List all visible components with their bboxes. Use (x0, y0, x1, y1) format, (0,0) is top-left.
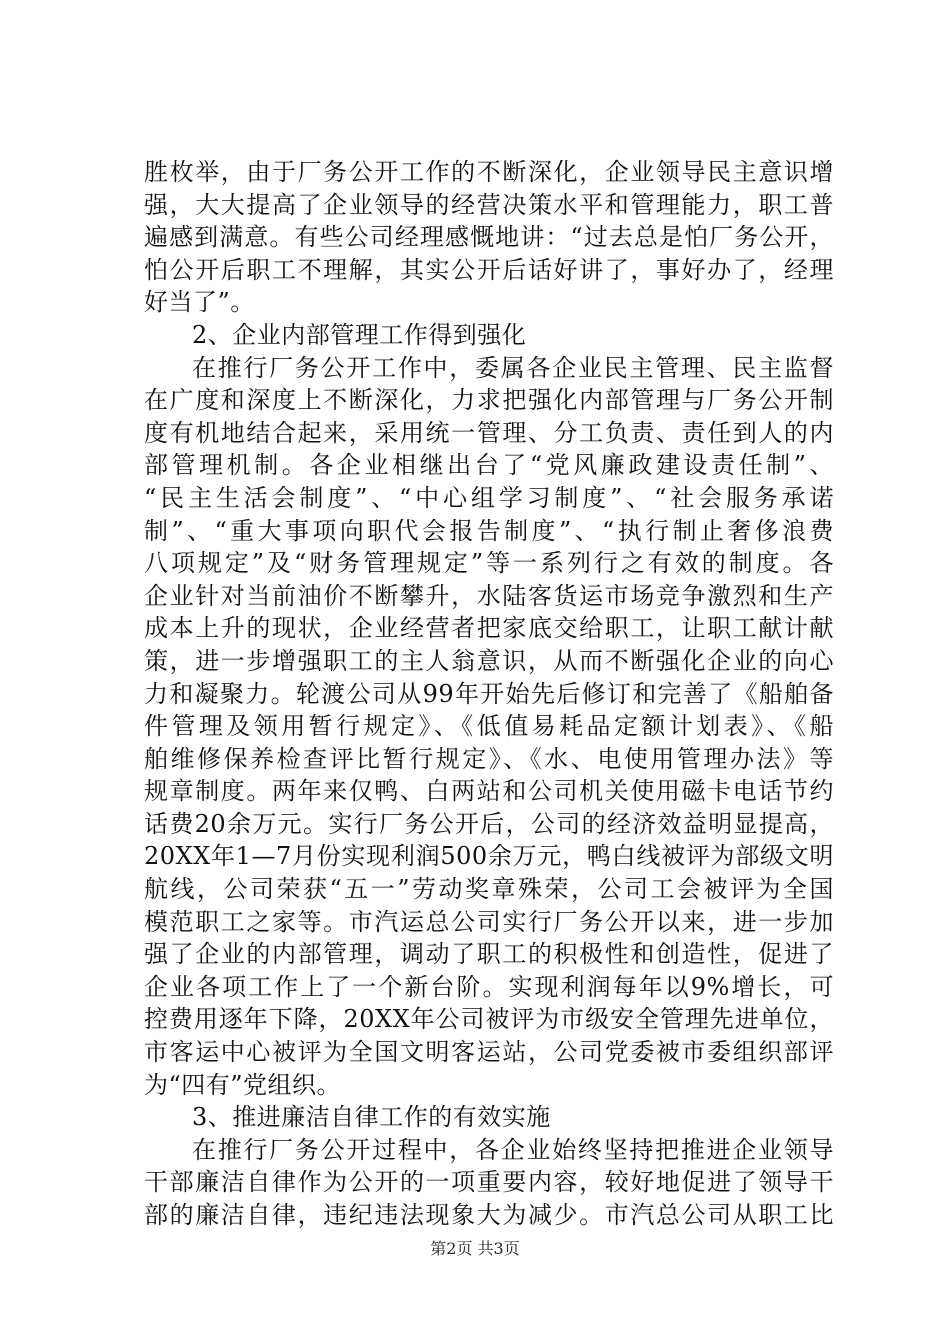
text-line: 好当了”。 (144, 288, 255, 317)
section-heading: 2、企业内部管理工作得到强化 (192, 320, 527, 349)
text-line: 舶维修保养检查评比暂行规定》、《水、电使用管理办法》等 (144, 744, 834, 773)
section-heading: 3、推进廉洁自律工作的有效实施 (192, 1103, 551, 1132)
text-line: 为“四有”党组织。 (144, 1070, 342, 1099)
page-number: 第2页 共3页 (430, 1239, 520, 1258)
text-line: 企业针对当前油价不断攀升，水陆客货运市场竞争激烈和生产 (144, 581, 834, 610)
text-line: 度有机地结合起来，采用统一管理、分工负责、责任到人的内 (144, 418, 834, 447)
text-line: 话费20余万元。实行厂务公开后，公司的经济效益明显提高， (144, 809, 834, 838)
text-line: 航线，公司荣获“五一”劳动奖章殊荣，公司工会被评为全国 (144, 875, 834, 904)
text-line: 控费用逐年下降，20XX年公司被评为市级安全管理先进单位， (144, 1005, 834, 1034)
text-line: 八项规定”及“财务管理规定”等一系列行之有效的制度。各 (144, 549, 834, 578)
text-line: 部的廉洁自律，违纪违法现象大为减少。市汽总公司从职工比 (144, 1201, 834, 1229)
text-line: 强了企业的内部管理，调动了职工的积极性和创造性，促进了 (144, 940, 834, 969)
text-line: 部管理机制。各企业相继出台了“党风廉政建设责任制”、 (144, 451, 834, 480)
text-line: 在广度和深度上不断深化，力求把强化内部管理与厂务公开制 (144, 386, 834, 415)
text-line: 干部廉洁自律作为公开的一项重要内容，较好地促进了领导干 (144, 1168, 834, 1197)
text-line: 策，进一步增强职工的主人翁意识，从而不断强化企业的向心 (144, 646, 834, 675)
text-line: 怕公开后职工不理解，其实公开后话好讲了，事好办了，经理 (144, 255, 834, 284)
text-line: 在推行厂务公开工作中，委属各企业民主管理、民主监督 (192, 353, 834, 382)
text-line: 制”、“重大事项向职代会报告制度”、“执行制止奢侈浪费 (144, 516, 834, 545)
text-line: 胜枚举，由于厂务公开工作的不断深化，企业领导民主意识增 (144, 158, 834, 186)
text-line: 模范职工之家等。市汽运总公司实行厂务公开以来，进一步加 (144, 907, 834, 936)
text-line: 企业各项工作上了一个新台阶。实现利润每年以9%增长，可 (144, 972, 834, 1001)
text-line: 遍感到满意。有些公司经理感慨地讲：“过去总是怕厂务公开， (144, 223, 834, 252)
text-line: 在推行厂务公开过程中，各企业始终坚持把推进企业领导 (192, 1135, 834, 1164)
document-body (144, 156, 834, 1232)
text-line: 20XX年1—7月份实现利润500余万元，鸭白线被评为部级文明 (144, 842, 834, 871)
text-line: 强，大大提高了企业领导的经营决策水平和管理能力，职工普 (144, 190, 834, 219)
text-line: “民主生活会制度”、“中心组学习制度”、“社会服务承诺 (144, 483, 834, 512)
text-line: 件管理及领用暂行规定》、《低值易耗品定额计划表》、《船 (144, 712, 834, 741)
text-line: 规章制度。两年来仅鸭、白两站和公司机关使用磁卡电话节约 (144, 777, 834, 806)
text-line: 成本上升的现状，企业经营者把家底交给职工，让职工献计献 (144, 614, 834, 643)
text-line: 力和凝聚力。轮渡公司从99年开始先后修订和完善了《船舶备 (144, 679, 834, 708)
text-line: 市客运中心被评为全国文明客运站，公司党委被市委组织部评 (144, 1038, 834, 1067)
